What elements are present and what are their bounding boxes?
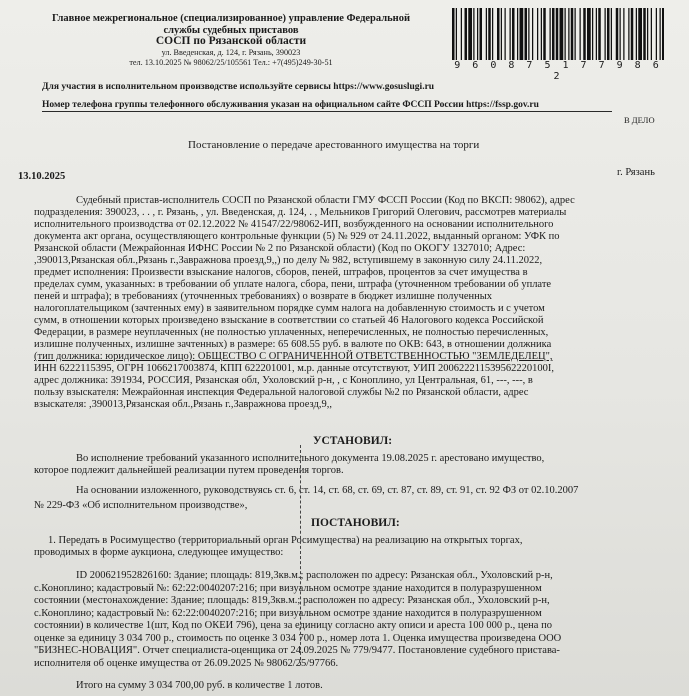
delo-stamp: В ДЕЛО [624, 115, 655, 125]
barcode-bar [647, 8, 648, 60]
barcode-bar [565, 8, 566, 60]
barcode-bar [541, 8, 542, 60]
body-line: пользу взыскателя: Межрайонная инспекция Федеральной налоговой службы №2 по Рязанской области, адрес [34, 387, 529, 398]
body-line: ,390013,Рязанская обл.,Рязань г.,Завражнова проезд,9,,) по делу № 982, вступившему в законную силу 24.11.2022, [34, 255, 543, 266]
decision-line-2: проводимых в форме аукциона, следующее имущество: [34, 547, 284, 558]
postanovil-heading: ПОСТАНОВИЛ: [311, 517, 400, 529]
property-line: с.Коноплино; кадастровый №: 62:22:0040207:216; при визуальном осмотре здание находится в полуразрушенном [34, 582, 542, 594]
barcode-bar [616, 8, 619, 60]
barcode-bar [620, 8, 621, 60]
barcode-bar [477, 8, 478, 60]
property-line: состоянии) в количестве 1(шт, Код по ОКЕИ 796), цена за единицу согласно акту описи и ареста 100 000 р., цена по [34, 620, 552, 631]
body-line: (тип должника: юридическое лицо): ОБЩЕСТВО С ОГРАНИЧЕННОЙ ОТВЕТСТВЕННОСТЬЮ "ЗЕМЛЕДЕЛЕЦ", [34, 351, 553, 362]
barcode-bar [497, 8, 500, 60]
barcode-bar [552, 8, 555, 60]
barcode-bar [651, 8, 652, 60]
property-line: с.Коноплино; кадастровый №: 62:22:0040207:216; при визуальном осмотре здание находится в полуразрушенном [34, 607, 542, 619]
barcode-bar [560, 8, 564, 60]
barcode-bar [571, 8, 574, 60]
header-address-1: ул. Введенская, д. 124, г. Рязань, 390023 [161, 47, 301, 57]
barcode-image [452, 8, 664, 60]
document-date: 13.10.2025 [18, 171, 66, 182]
decision-line-1: 1. Передать в Росимущество (территориальный орган Росимущества) на реализацию на открытых торгах, [48, 535, 523, 546]
header-address-2: тел. 13.10.2025 № 98062/25/105561 Тел.: +7(495)249-30-51 [129, 57, 333, 67]
header-line-1: Главное межрегиональное (специализированное) управление Федеральной [51, 13, 411, 24]
barcode-bar [461, 8, 462, 60]
barcode-bar [623, 8, 624, 60]
body-line: предмет исполнения: Произвести взыскание налогов, сборов, пеней, штрафов, процентов за счет имущества в [34, 267, 528, 278]
barcode-bar [465, 8, 468, 60]
property-line: "БИЗНЕС-НОВАЦИЯ". Отчет специалиста-оценщика от 24.09.2025 № 779/9477. Постановление судебного пристава- [34, 645, 560, 656]
body-line: налогоплательщиком (зачтенных ему) в заявительном порядке сумм налога на добавленную стоимость и с учетом [34, 303, 545, 314]
property-line: состоянии (местонахождение: Здание; площадь: 819,3кв.м.; расположен по адресу: Рязанская обл., Ухоловский р-н, [34, 595, 550, 606]
barcode-bar [468, 8, 472, 60]
body-line: излишне полученных, излишне зачтенных) в размере: 65 608.55 руб. в валюте по ОКВ: 643, в отношении должника [34, 339, 552, 350]
body-line: взыскателя: ,390013,Рязанская обл.,Рязань г.,Завражнова проезд,9,, [34, 399, 332, 410]
barcode-bar [598, 8, 601, 60]
total-line: Итого на сумму 3 034 700,00 руб. в количестве 1 лотов. [76, 680, 323, 691]
body-line: пеней и штрафа); в требованиях (уточненных требованиях) о возврате в бюджет излишне полученных [34, 291, 493, 302]
body-line: сумм, в отношении которых произведено взыскание в соответствии со статьей 46 Налогового кодекса Российской [34, 315, 544, 326]
ustanovil-line-1: Во исполнение требований указанного исполнительного документа 19.08.2025 г. арестовано имущество, [76, 453, 545, 464]
phone-note: Номер телефона группы телефонного обслуживания указан на официальном сайте ФССП России https://fssp.gov.ru [42, 100, 539, 110]
ustanovil-line-2: которое подлежит дальнейшей реализации путем проведения торгов. [34, 465, 344, 476]
body-line: адрес должника: 391934, РОССИЯ, Рязанская обл, Ухоловский р-н, , с Коноплино, ул Центральная, 61, ---, ---, в [34, 375, 533, 386]
document-title: Постановление о передаче арестованного имущества на торги [188, 139, 480, 151]
barcode-bar [580, 8, 581, 60]
barcode-bar [550, 8, 551, 60]
barcode-bar [568, 8, 569, 60]
header-line-2: службы судебных приставов [163, 24, 299, 36]
barcode-bar [662, 8, 664, 60]
barcode-number: 9 6 0 8 7 5 1 7 7 9 8 6 2 [454, 60, 662, 82]
body-line: пределах сумм, указанных: в требовании об уплате налога, сбора, пени, штрафа (уточненном требовании об уплате [34, 279, 552, 290]
barcode-bar [520, 8, 524, 60]
document-city: г. Рязань [617, 167, 655, 178]
body-line: ИНН 6222115395, ОГРН 1066217003874, КПП 622201001, м.р. данные отсутствуют, УИП 200622211539562220100I, [34, 363, 554, 374]
scan-artifact-line [300, 445, 301, 665]
barcode-bar [543, 8, 546, 60]
barcode-bar [486, 8, 487, 60]
body-line: Судебный пристав-исполнитель СОСП по Рязанской области ГМУ ФССП России (Код по ВКСП: 98062), адрес [76, 195, 575, 206]
barcode-bar [638, 8, 642, 60]
property-line: оценке за единицу 3 034 700 р., стоимость по оценке 3 034 700 р., номер лота 1. Оценка имущества произведена ООО [34, 632, 562, 644]
barcode-bar [517, 8, 518, 60]
authority-header [36, 13, 426, 68]
barcode-bar [575, 8, 576, 60]
barcode-bar [492, 8, 493, 60]
barcode-bar [501, 8, 502, 60]
barcode-bar [611, 8, 612, 60]
barcode-bar [631, 8, 634, 60]
basis-line-1: На основании изложенного, руководствуясь ст. 6, ст. 14, ст. 68, ст. 69, ст. 87, ст. 89, ст. 91, ст. 92 ФЗ от 02.10.2007 [76, 485, 579, 496]
basis-line-2: № 229-ФЗ «Об исполнительном производстве», [34, 500, 248, 511]
gosuslugi-note: Для участия в исполнительном производстве используйте сервисы https://www.gosuslugi.ru [42, 82, 435, 92]
barcode-bar [628, 8, 629, 60]
barcode-bar [512, 8, 515, 60]
barcode-bar [537, 8, 538, 60]
barcode-bar [636, 8, 637, 60]
barcode-bar [488, 8, 491, 60]
body-line: документа акт органа, осуществляющего контрольные функции (5) № 929 от 24.11.2022, выданный органом: УФК по [34, 231, 560, 242]
barcode-bar [587, 8, 591, 60]
barcode-bar [532, 8, 533, 60]
property-line: ID 200621952826160: Здание; площадь: 819,3кв.м.; расположен по адресу: Рязанская обл., Ухоловский р-н, [76, 570, 553, 581]
barcode-bar [525, 8, 528, 60]
barcode-bar [452, 8, 455, 60]
barcode-bar [505, 8, 506, 60]
barcode-bar [660, 8, 661, 60]
barcode-bar [510, 8, 511, 60]
header-line-3: СОСП по Рязанской области [155, 35, 307, 47]
barcode-bar [592, 8, 593, 60]
barcode-bar [596, 8, 597, 60]
body-line: Рязанской области (Межрайонная ИФНС России № 2 по Рязанской области) (Код по ОКОГУ 1327010; Адрес: [34, 243, 526, 254]
property-line: исполнителя об оценке имущества от 26.09.2025 № 98062/25/97766. [34, 657, 339, 669]
ustanovil-heading: УСТАНОВИЛ: [313, 435, 393, 447]
barcode-bar [480, 8, 483, 60]
barcode-bar [473, 8, 474, 60]
barcode-bar [583, 8, 586, 60]
barcode-bar [607, 8, 610, 60]
header-divider [42, 111, 612, 112]
barcode-bar [556, 8, 559, 60]
barcode-bar [656, 8, 657, 60]
barcode-bar [528, 8, 529, 60]
barcode-bar [643, 8, 646, 60]
body-line: исполнительного производства от 02.12.2022 № 41547/22/98062-ИП, возбужденного на основании исполнительного [34, 219, 554, 230]
body-line: подразделения: 390023, . . , г. Рязань, , ул. Введенская, д. 124, . , Мельников Григорий Олегович, рассмотрев материалы [34, 207, 567, 218]
barcode-bar [456, 8, 457, 60]
barcode-bar [605, 8, 606, 60]
body-line: Федерации, в размере неуплаченных (не полностью уплаченных, неперечисленных, не полностью перечисленных, [34, 327, 549, 338]
